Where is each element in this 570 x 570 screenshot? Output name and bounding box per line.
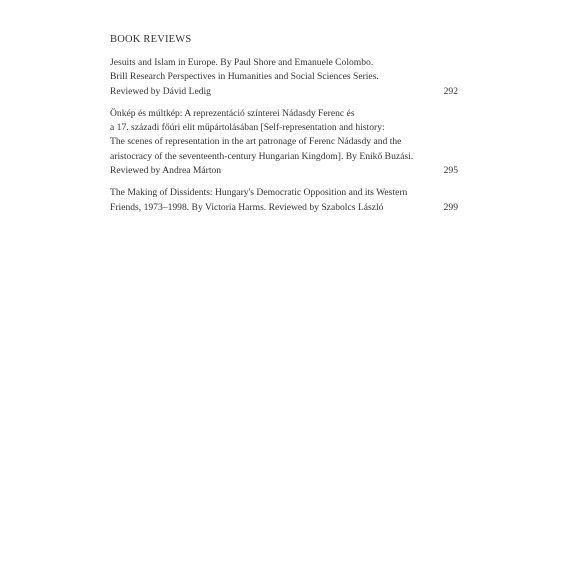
review-entry-2 bbox=[110, 107, 460, 178]
review-entry-1 bbox=[110, 56, 460, 99]
review-2-line-2: a 17. századi főúri elit műpártolásában [Self-representation and history: bbox=[110, 122, 385, 134]
review-3-line-1: The Making of Dissidents: Hungary's Democratic Opposition and its Western bbox=[110, 187, 408, 199]
review-3-reviewer: Friends, 1973–1998. By Victoria Harms. Reviewed by Szabolcs László bbox=[110, 201, 384, 213]
review-1-last-row bbox=[110, 85, 460, 99]
review-1-reviewer: Reviewed by Dávid Ledig bbox=[110, 85, 211, 97]
section-heading: BOOK REVIEWS bbox=[110, 34, 192, 45]
review-1-line-1: Jesuits and Islam in Europe. By Paul Shore and Emanuele Colombo. bbox=[110, 57, 374, 68]
review-1-line-2: Brill Research Perspectives in Humanities and Social Sciences Series. bbox=[110, 71, 379, 83]
review-entry-3 bbox=[110, 186, 460, 215]
review-3-page-number: 299 bbox=[443, 201, 458, 213]
review-2-line-1: Önkép és múltkép: A reprezentáció színterei Nádasdy Ferenc és bbox=[110, 107, 355, 119]
review-2-last-row bbox=[110, 164, 460, 178]
review-2-line-4: aristocracy of the seventeenth-century Hungarian Kingdom]. By Enikő Buzási. bbox=[110, 150, 414, 162]
review-3-last-row bbox=[110, 201, 460, 215]
table-of-contents-section bbox=[110, 33, 460, 223]
review-2-page-number: 295 bbox=[443, 165, 458, 177]
review-1-page-number: 292 bbox=[443, 85, 458, 97]
review-2-line-3: The scenes of representation in the art patronage of Ferenc Nádasdy and the bbox=[110, 136, 402, 148]
review-2-reviewer: Reviewed by Andrea Márton bbox=[110, 165, 222, 177]
